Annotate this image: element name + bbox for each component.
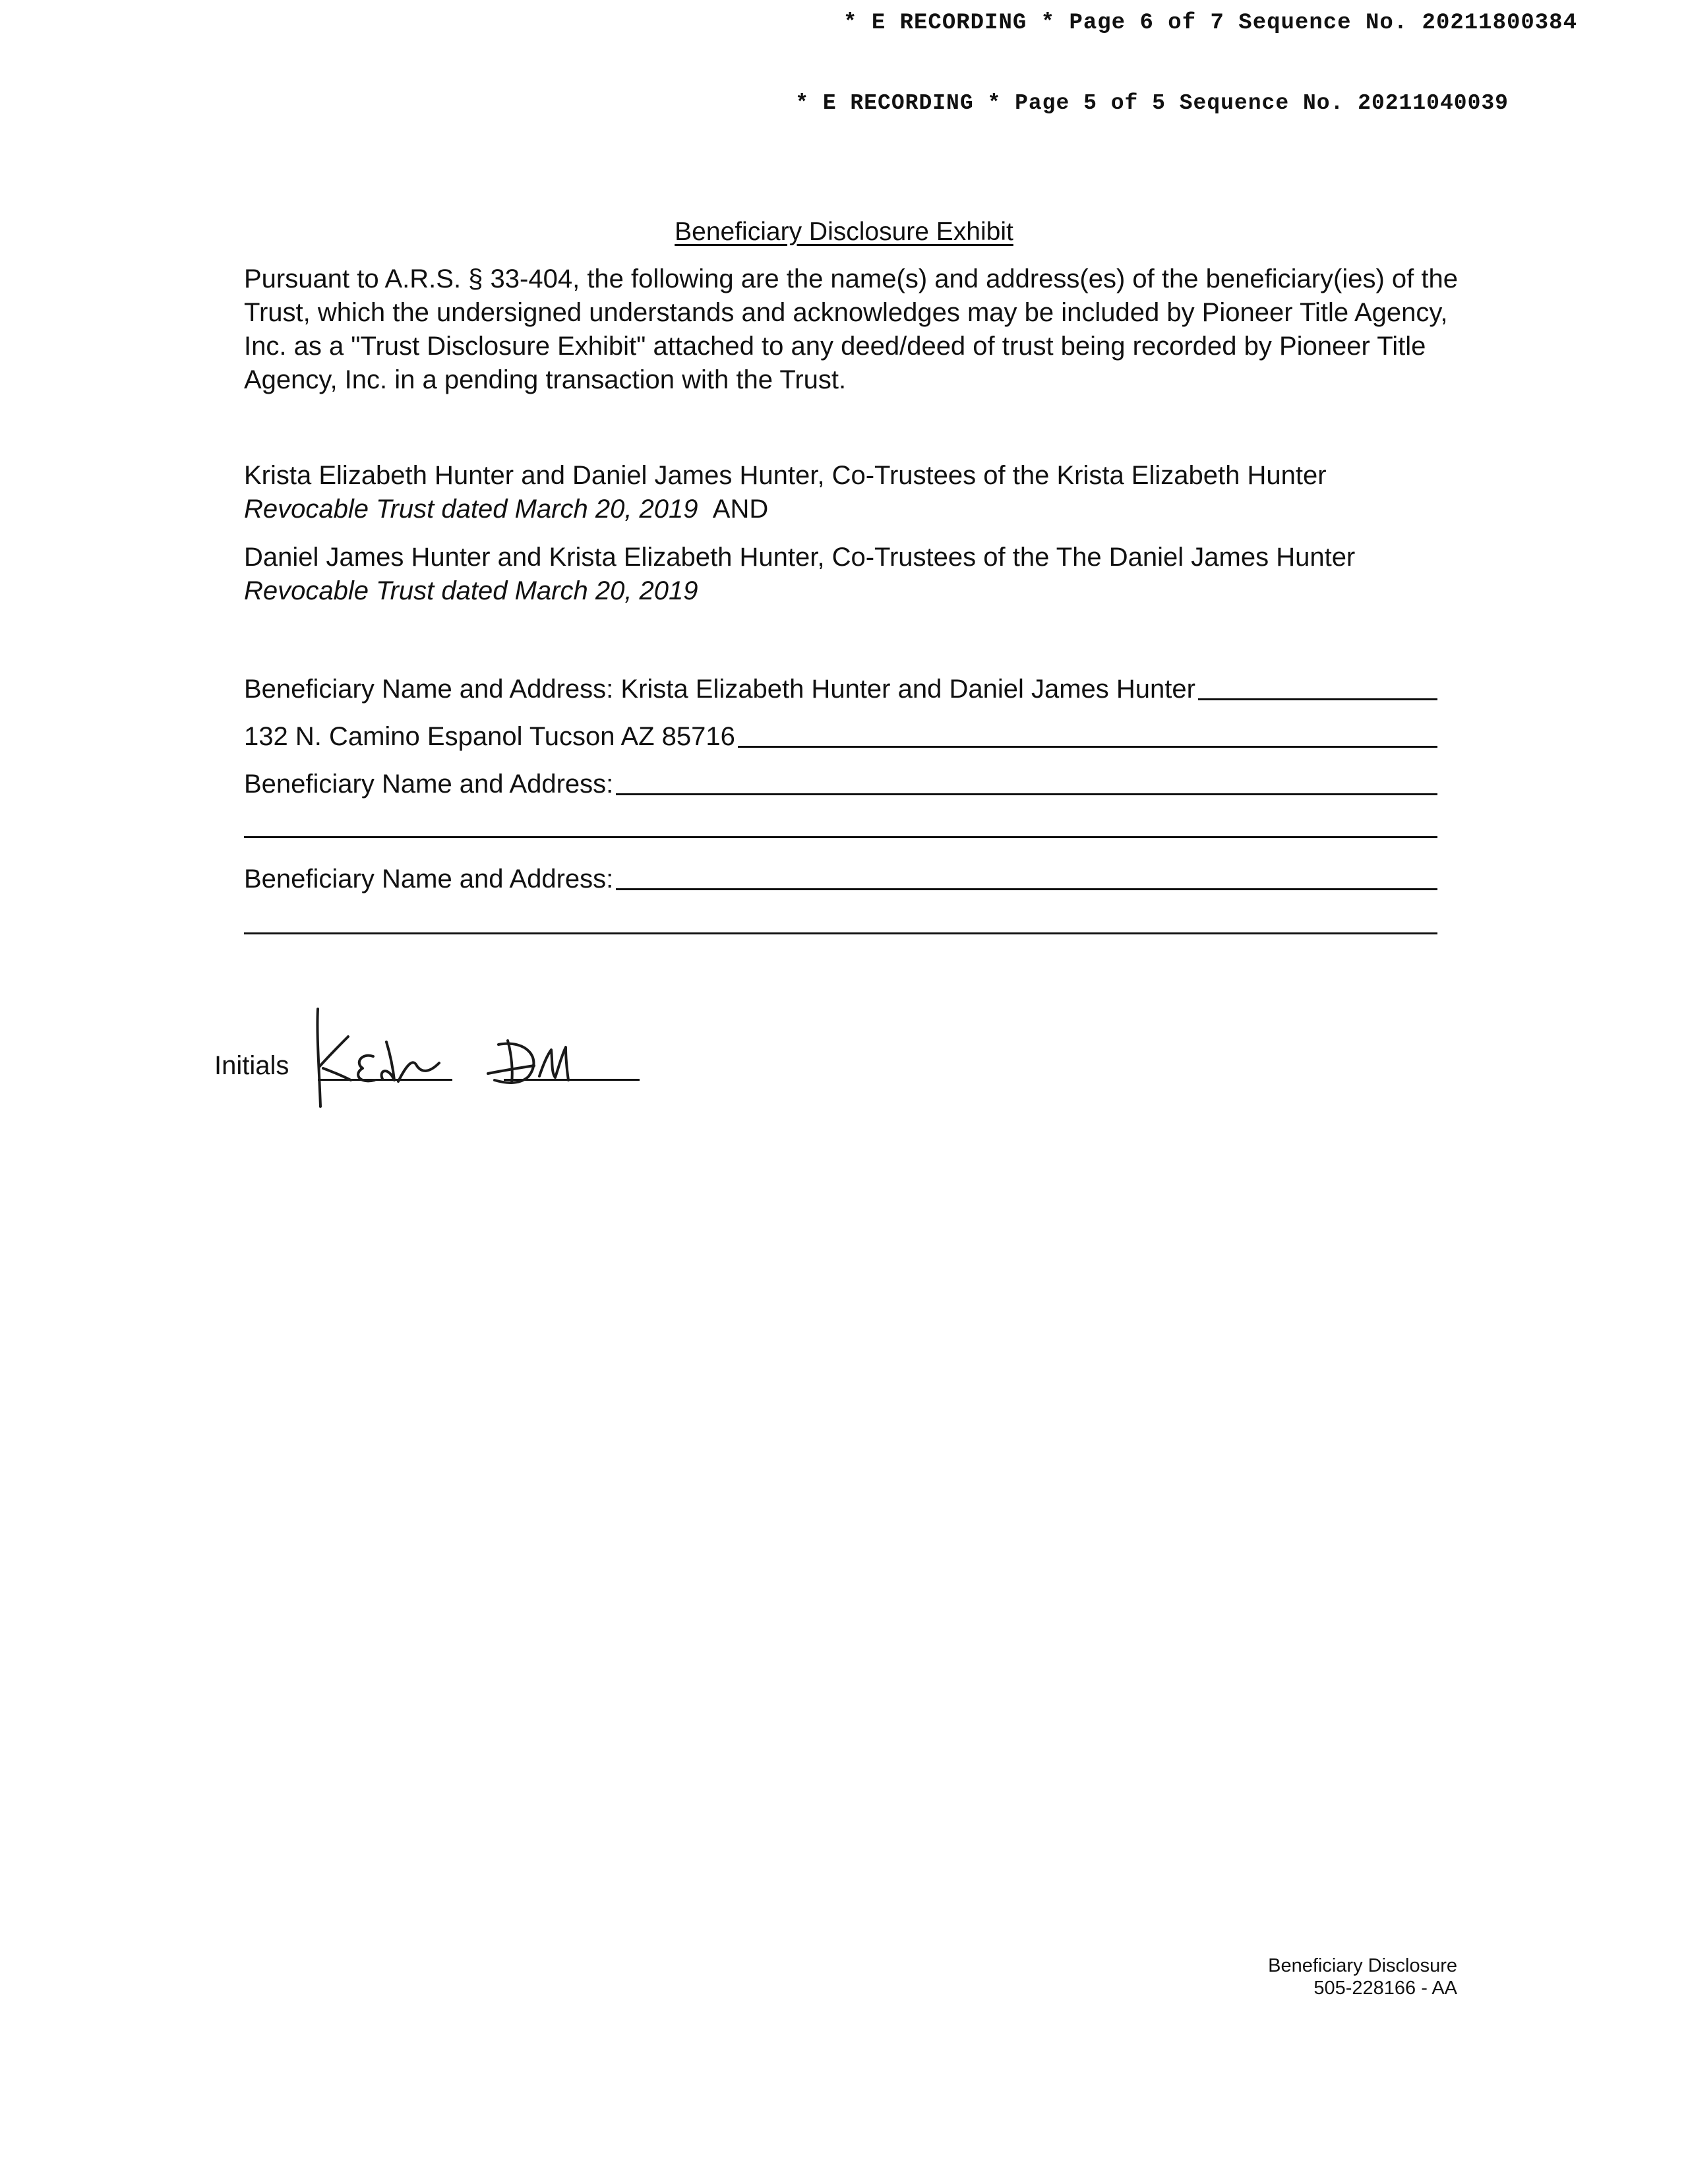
- recording-stamp-primary: * E RECORDING * Page 6 of 7 Sequence No. 20211800384: [843, 11, 1577, 36]
- initial-stroke: [358, 1056, 375, 1081]
- trust-conjunction: AND: [712, 495, 769, 524]
- fill-line: [616, 888, 1437, 890]
- beneficiary-3-blank-line: [244, 932, 1437, 934]
- fill-line: [1198, 698, 1437, 700]
- trust-name: Revocable Trust dated March 20, 2019: [244, 495, 698, 524]
- beneficiary-3-label: Beneficiary Name and Address:: [244, 864, 614, 894]
- initial-stroke: [382, 1042, 394, 1080]
- initial-stroke: [319, 1037, 348, 1067]
- document-title: Beneficiary Disclosure Exhibit: [675, 218, 1013, 246]
- trust-name-line: [244, 574, 1470, 608]
- initial-stroke: [539, 1047, 568, 1080]
- trust-trustees: Krista Elizabeth Hunter and Daniel James Hunter, Co-Trustees of the Krista Elizabeth Hunter: [244, 461, 1327, 490]
- beneficiary-2-name-row: [244, 762, 1437, 799]
- initial-stroke: [323, 1068, 351, 1080]
- beneficiary-1-address: 132 N. Camino Espanol Tucson AZ 85716: [244, 722, 735, 751]
- beneficiary-1-name-row: [244, 667, 1437, 704]
- handwritten-initials: [310, 1002, 653, 1114]
- beneficiary-3-name-row: [244, 857, 1437, 894]
- trust-name-line: [244, 493, 1470, 526]
- footer-doc-type: Beneficiary Disclosure: [1268, 1955, 1457, 1976]
- initial-stroke: [508, 1041, 512, 1083]
- document-footer: [1187, 1955, 1457, 1999]
- beneficiary-2-label: Beneficiary Name and Address:: [244, 770, 614, 799]
- footer-file-number: 505-228166 - AA: [1313, 1978, 1457, 1999]
- recording-stamp-secondary: * E RECORDING * Page 5 of 5 Sequence No. 20211040039: [795, 91, 1509, 115]
- initial-stroke: [317, 1009, 320, 1107]
- trust-name: Revocable Trust dated March 20, 2019: [244, 576, 698, 605]
- initials-label: Initials: [214, 1051, 289, 1080]
- beneficiary-1-address-row: [244, 715, 1437, 752]
- initial-stroke: [398, 1062, 439, 1081]
- fill-line: [738, 746, 1437, 748]
- trust-entry-2: [244, 541, 1470, 608]
- beneficiary-2-blank-line: [244, 836, 1437, 838]
- trust-trustees: Daniel James Hunter and Krista Elizabeth Hunter, Co-Trustees of the The Daniel James Hunter: [244, 543, 1356, 572]
- trust-entry-1: [244, 459, 1470, 526]
- intro-paragraph: Pursuant to A.R.S. § 33-404, the following are the name(s) and address(es) of the beneficiary(ies) of the Trust, which the undersigned understands and acknowledges may be included by Pioneer Title Agency, Inc. as a "Trust Disclosure Exhibit" attached to any deed/deed of trust being recorded by Pioneer Title Agency, Inc. in a pending transaction with the Trust.: [244, 264, 1458, 394]
- initial-stroke: [495, 1044, 533, 1083]
- beneficiary-1-label: Beneficiary Name and Address: Krista Elizabeth Hunter and Daniel James Hunter: [244, 675, 1195, 704]
- fill-line: [616, 793, 1437, 795]
